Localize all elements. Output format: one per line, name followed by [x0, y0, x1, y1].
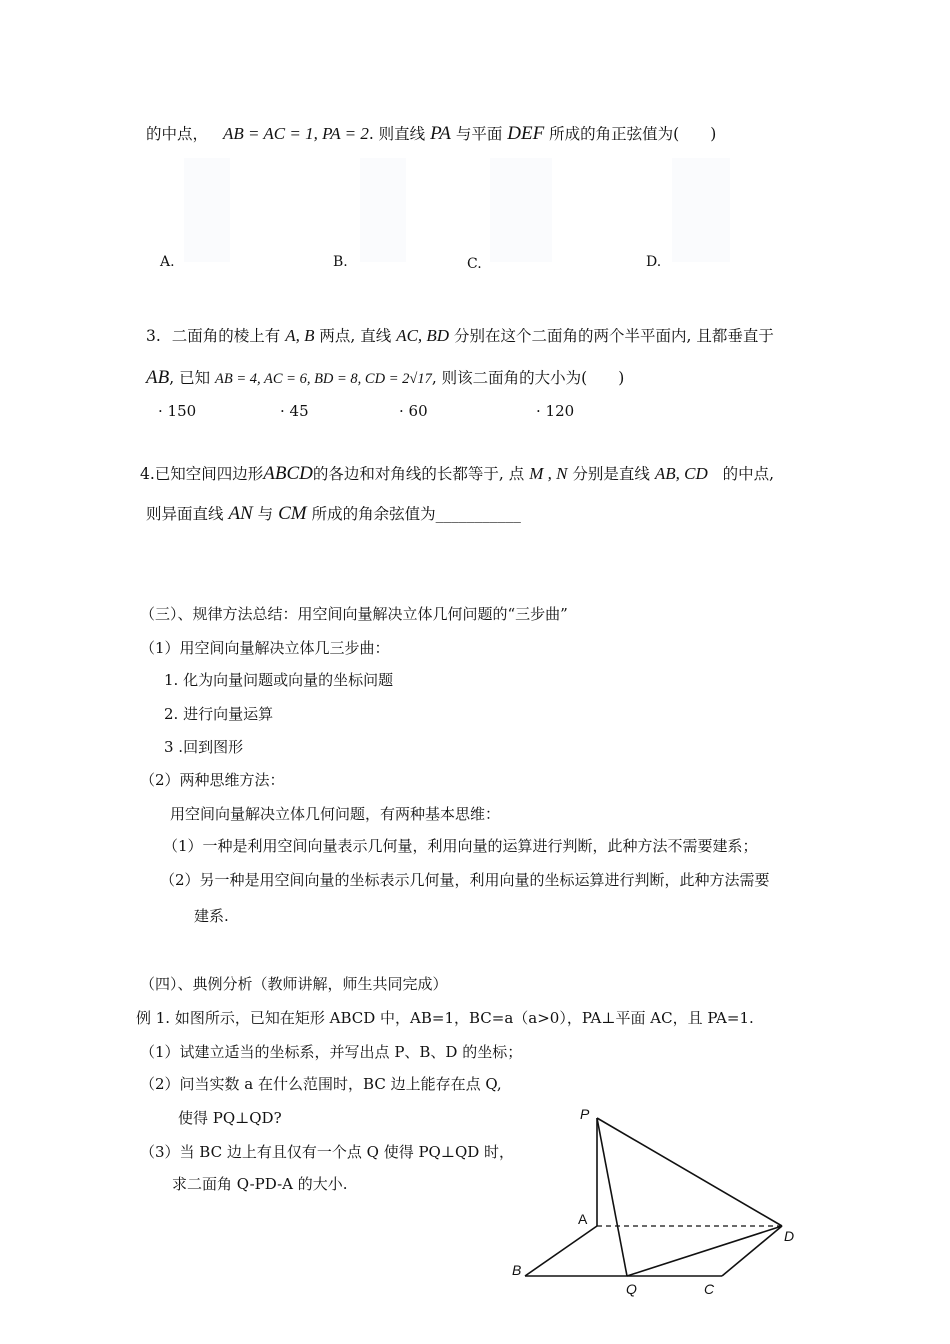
q2-option-c-image: [490, 158, 552, 262]
q3-text3: 分别在这个二面角的两个半平面内, 且都垂直于: [454, 327, 774, 345]
q4-text6: 与: [257, 505, 274, 523]
q3-number: 3.: [146, 327, 161, 345]
q4-text5: 则异面直线: [146, 505, 224, 523]
summary-p2c: （2）另一种是用空间向量的坐标表示几何量，利用向量的坐标运算进行判断，此种方法需要: [160, 871, 770, 889]
edge-pd: [597, 1118, 782, 1226]
q2-mid: . 则直线: [368, 125, 426, 143]
label-c: C: [704, 1281, 715, 1297]
q2-mid2: 与平面: [455, 125, 503, 143]
example-part1: （1）试建立适当的坐标系，并写出点 P、B、D 的坐标；: [140, 1043, 523, 1061]
q2-option-d[interactable]: D.: [646, 254, 662, 270]
q2-option-d-image: [672, 158, 730, 262]
summary-p2: （2）两种思维方法：: [140, 771, 285, 789]
q2-option-a[interactable]: A.: [160, 254, 175, 270]
q3-text1: 二面角的棱上有: [171, 327, 281, 345]
q4-an: AN: [228, 503, 253, 524]
example-part3: （3）当 BC 边上有且仅有一个点 Q 使得 PQ⊥QD 时，: [140, 1143, 515, 1161]
example-part2: （2）问当实数 a 在什么范围时，BC 边上能存在点 Q,: [140, 1075, 502, 1093]
q3-option-d[interactable]: · 120: [536, 402, 575, 420]
example-statement: 例 1. 如图所示，已知在矩形 ABCD 中，AB=1，BC=a（a>0），PA⊥平面 AC，且 PA=1.: [136, 1009, 754, 1027]
edge-pq: [597, 1118, 627, 1276]
edge-cd: [722, 1226, 782, 1276]
q3-option-c[interactable]: · 60: [399, 402, 428, 420]
q3-text5: , 则该二面角的大小为( ): [431, 369, 625, 387]
summary-step2: 2. 进行向量运算: [164, 705, 274, 723]
q3-points: A, B: [285, 326, 315, 345]
label-p: P: [580, 1106, 590, 1122]
q4-text3: 分别是直线: [572, 465, 650, 483]
example-part3-cont: 求二面角 Q-PD-A 的大小.: [172, 1175, 348, 1193]
q4-text4: 的中点,: [722, 465, 775, 483]
q4-quad: ABCD: [263, 463, 313, 484]
q4-stem-line2: [146, 504, 521, 524]
summary-p1: （1）用空间向量解决立体几三步曲：: [140, 639, 390, 657]
summary-p2d: 建系.: [194, 907, 229, 925]
q3-option-b[interactable]: · 45: [280, 402, 309, 420]
example-part2-cont: 使得 PQ⊥QD?: [178, 1109, 282, 1127]
pyramid-figure: [500, 1100, 830, 1300]
label-q: Q: [626, 1281, 637, 1297]
q2-stem: [146, 124, 716, 144]
q4-cm: CM: [278, 503, 307, 524]
q4-text1: 4.已知空间四边形: [140, 465, 264, 483]
q2-option-b-image: [360, 158, 406, 262]
q4-stem-line1: [140, 464, 774, 484]
q2-plane: DEF: [507, 123, 545, 144]
q2-condition: AB = AC = 1, PA = 2: [222, 124, 369, 143]
summary-step3: 3 .回到图形: [164, 738, 244, 756]
q4-lines: AB, CD: [654, 464, 708, 483]
edge-qd: [627, 1226, 782, 1276]
q3-stem-line2: [146, 368, 624, 389]
edge-ab: [525, 1226, 597, 1276]
q2-prefix: 的中点，: [146, 125, 209, 143]
summary-title: （三）、规律方法总结：用空间向量解决立体几何问题的“三步曲”: [140, 605, 568, 623]
q2-option-b[interactable]: B.: [333, 254, 348, 270]
label-a: A: [578, 1211, 588, 1227]
q4-text7: 所成的角余弦值为: [311, 505, 436, 523]
q3-ab: AB: [146, 367, 170, 388]
q3-given: AB = 4, AC = 6, BD = 8, CD = 2√17: [215, 371, 432, 387]
label-d: D: [784, 1228, 795, 1244]
label-b: B: [512, 1262, 522, 1278]
q2-option-a-image: [184, 158, 230, 262]
q2-line: PA: [430, 123, 451, 144]
q4-answer-blank[interactable]: ___________: [435, 505, 521, 523]
summary-step1: 1. 化为向量问题或向量的坐标问题: [164, 671, 394, 689]
q4-text2: 的各边和对角线的长都等于, 点: [312, 465, 525, 483]
q2-option-c[interactable]: C.: [467, 256, 482, 272]
example-title: （四）、典例分析（教师讲解，师生共同完成）: [140, 975, 448, 993]
q3-text4: , 已知: [169, 369, 211, 387]
q3-lines: AC, BD: [396, 326, 450, 345]
summary-p2b: （1）一种是利用空间向量表示几何量，利用向量的运算进行判断，此种方法不需要建系；: [163, 837, 758, 855]
q4-mn: M , N: [529, 464, 568, 483]
q2-suffix: 所成的角正弦值为( ): [549, 125, 717, 143]
q3-stem-line1: [146, 326, 774, 346]
summary-p2a: 用空间向量解决立体几何问题，有两种基本思维：: [170, 805, 501, 823]
q3-text2: 两点, 直线: [319, 327, 392, 345]
q3-option-a[interactable]: · 150: [158, 402, 197, 420]
